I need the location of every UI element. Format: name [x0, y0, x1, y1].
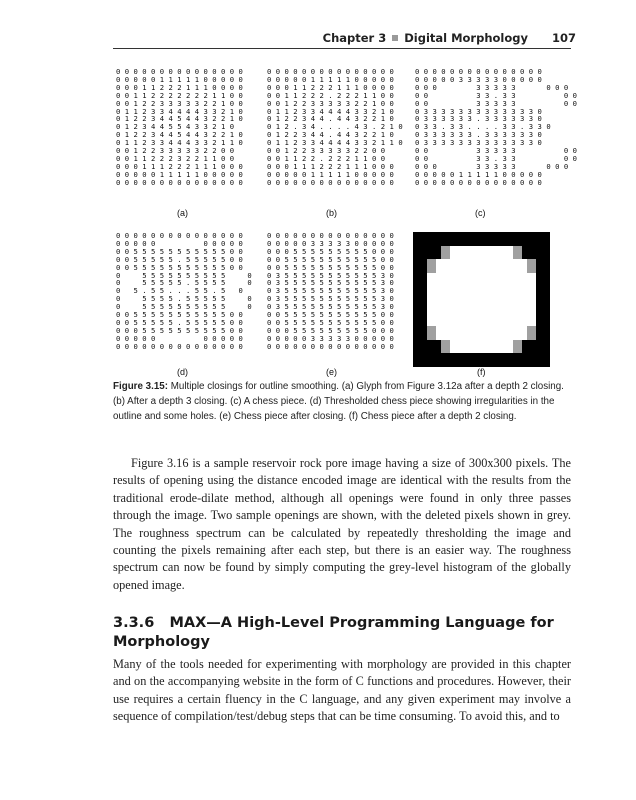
grid-row: 0 0 0 0 0 3 3 3 3 3 0 0 0 0 0	[267, 238, 394, 248]
grid-row: 0 1 2 . 3 4 . . . . 4 3 . 2 1 0	[267, 122, 403, 132]
panel-label-c: (c)	[475, 208, 486, 218]
grid-row: 0 1 1 2 3 3 4 4 4 4 3 3 2 1 1 0	[267, 138, 403, 148]
grid-row: 0 0 0 0 0 0 0 0 0 0 0 0 0 0 0	[267, 67, 394, 76]
panel-label-e: (e)	[326, 367, 337, 377]
grid-row: 0 1 2 3 4 4 5 5 4 3 3 2 1 0	[116, 122, 235, 132]
figure-caption-text: Multiple closings for outline smoothing. (a) Glyph from Figure 3.12a after a depth 2 closing. (b) After a depth 3 closing. (c) A chess piece. (d) Thresholded chess piece showing irregularities in the outline and some holes. (e) Chess piece after closing. (f) Chess piece after a depth 2 closing.	[113, 381, 564, 423]
figure-caption	[113, 379, 569, 425]
grid-row: 0 0 0 0 0 3 3 3 3 3 0 0 0 0 0	[267, 333, 394, 343]
panel-label-f: (f)	[477, 367, 486, 377]
grid-row: 0 0 0 0 0 1 1 1 1 1 0 0 0 0 0	[267, 169, 394, 179]
section-title: MAX—A High-Level Programming Language for Morphology	[113, 615, 554, 650]
panel-label-d: (d)	[177, 367, 188, 377]
grid-row: 0 0 0 5 5 5 5 5 5 5 5 5 0 0 0	[267, 325, 394, 335]
grid-row: 0 0 0 0 0 1 1 1 1 1 0 0 0 0 0	[116, 169, 243, 179]
panel-label-a: (a)	[177, 208, 188, 218]
grid-row: 0 0 3 3 . 3 3 0 0	[415, 153, 577, 163]
grid-row: 0 0 3 3 3 3 3 0 0	[415, 146, 577, 156]
section-number: 3.3.6	[113, 615, 155, 631]
body-paragraph-1: Figure 3.16 is a sample reservoir rock pore image having a size of 300x300 pixels. The results of opening using the distance encoded image are identical with the results from the traditional erode-dilate method, although all openings were found in only three passes through the image. Two sample openings are shown, with the deleted pixels shown in grey. The roughness spectrum can be calculated by repeatedly thresholding the image and counting the pixels remaining after each step, but there is an easier way. The roughness spectrum can now be found by simply computing the grey-level histogram of the globally opened image.	[113, 456, 571, 592]
grid-row: 0 0 1 1 2 2 2 . 2 2 2 1 1 0 0	[267, 90, 394, 100]
header-rule	[113, 48, 571, 49]
grid-row: 0 0 0 0 0 0 0 0 0 0	[116, 238, 243, 248]
grid-row: 0 0 0 5 5 5 5 5 5 5 5 5 0 0 0	[267, 246, 394, 256]
grid-row: 0 3 3 3 3 3 3 . 3 3 3 3 3 3 0	[415, 114, 542, 124]
grid-row: 0 0 3 3 3 3 3 0 0	[415, 98, 577, 108]
grid-row: 0 0 1 1 2 2 2 3 2 2 1 1 0 0	[116, 153, 235, 163]
grid-row: 0 0 5 5 5 5 5 5 5 5 5 5 5 0 0	[267, 262, 394, 272]
grid-row: 0 0 0 0 0 1 1 1 1 1 0 0 0 0 0	[267, 74, 394, 84]
figure-caption-label: Figure 3.15:	[113, 381, 168, 392]
grid-row: 0 1 1 2 3 3 4 4 4 3 3 2 1 1 0	[116, 138, 243, 148]
grid-row: 0 0 0 0 0 0 0 0 0 0 0 0 0 0 0	[116, 67, 243, 76]
grid-row: 0 0 0 0 0 0 0 0 0 0	[116, 333, 243, 343]
grid-row: 0 0 1 2 2 3 3 3 3 3 2 2 1 0 0	[116, 98, 243, 108]
grid-row: 0 0 0 0 0 0 0 0 0 0 0 0 0 0 0	[415, 177, 542, 187]
grid-row: 0 1 1 2 3 3 4 4 4 4 3 3 2 1 0	[267, 106, 394, 116]
figure-panel-a-grid	[116, 68, 243, 187]
grid-row: 0 0 1 2 2 3 3 3 3 3 2 2 0 0	[267, 146, 386, 156]
grid-row: 0 0 1 2 2 3 3 3 3 3 2 2 1 0 0	[267, 98, 394, 108]
grid-row: 0 0 1 1 2 2 . 2 2 2 1 1 0 0	[267, 153, 386, 163]
section-heading	[113, 614, 571, 652]
header-separator-square	[392, 35, 398, 41]
grid-row: 0 3 3 . 3 3 . . . . 3 3 . 3 3 0	[415, 122, 551, 132]
grid-row: 0 1 2 2 3 4 4 . 4 4 3 2 2 1 0	[267, 114, 394, 124]
grid-row: 0 0 3 3 . 3 3 0 0	[415, 90, 577, 100]
grid-row: 0 3 3 3 3 3 3 3 3 3 3 3 3 3 0	[415, 106, 542, 116]
grid-row: 0 0 0 1 1 1 2 2 2 1 1 1 0 0 0	[267, 161, 394, 171]
grid-row: 0 0 5 5 5 5 5 . 5 5 5 5 5 0 0	[116, 254, 243, 264]
grid-row: 0 0 0 3 3 3 3 3 0 0 0	[415, 161, 569, 171]
grid-row: 0 5 . 5 5 . . . 5 5 . 5 0	[116, 286, 243, 296]
grid-row: 0 3 3 3 3 3 3 3 3 3 3 3 3 3 0	[415, 138, 542, 148]
grid-row: 0 0 0 0 0 1 1 1 1 1 0 0 0 0 0	[415, 169, 542, 179]
grid-row: 0 0 0 0 0 0 0 0 0 0 0 0 0 0 0	[267, 177, 394, 187]
grid-row: 0 3 5 5 5 5 5 5 5 5 5 5 5 3 0	[267, 270, 394, 280]
grid-row: 0 1 2 2 3 4 4 5 4 4 3 2 2 1 0	[116, 114, 243, 124]
grid-row: 0 3 5 5 5 5 5 5 5 5 5 5 5 3 0	[267, 302, 394, 312]
grid-row: 0 0 0 0 0 1 1 1 1 1 0 0 0 0 0	[116, 74, 243, 84]
grid-row: 0 0 0 5 5 5 5 5 5 5 5 5 5 0 0	[116, 325, 243, 335]
grid-row: 0 5 5 5 5 5 5 5 5 5 5 0	[116, 270, 252, 280]
grid-row: 0 1 2 2 3 4 4 5 4 4 3 2 2 1 0	[116, 130, 243, 140]
figure-panel-e-grid	[267, 232, 394, 351]
running-header	[0, 29, 636, 49]
grid-row: 0 5 5 5 5 5 . 5 5 5 5 0	[116, 278, 252, 288]
grid-row: 0 0 0 0 0 0 0 0 0 0 0 0 0 0 0	[116, 231, 243, 240]
grid-row: 0 3 5 5 5 5 5 5 5 5 5 5 5 3 0	[267, 294, 394, 304]
grid-row: 0 0 0 0 0 0 0 0 0 0 0 0 0 0 0	[267, 231, 394, 240]
grid-row: 0 0 5 5 5 5 5 5 5 5 5 5 5 0 0	[267, 254, 394, 264]
chess-image-core	[427, 246, 536, 353]
grid-row: 0 1 1 2 3 3 4 4 4 4 3 3 2 1 0	[116, 106, 243, 116]
grid-row: 0 0 5 5 5 5 5 5 5 5 5 5 5 0 0	[116, 246, 243, 256]
grid-row: 0 0 0 1 1 2 2 2 1 1 1 0 0 0 0	[116, 82, 243, 92]
grid-row: 0 1 2 2 3 4 4 . 4 4 3 2 2 1 0	[267, 130, 394, 140]
grid-row: 0 3 5 5 5 5 5 5 5 5 5 5 5 3 0	[267, 278, 394, 288]
grid-row: 0 0 0 1 1 1 2 2 2 1 1 1 0 0 0	[116, 161, 243, 171]
grid-row: 0 0 1 2 2 3 3 3 3 3 2 2 0 0	[116, 146, 235, 156]
grid-row: 0 5 5 5 5 5 5 5 5 5 5 0	[116, 302, 252, 312]
chapter-title: Digital Morphology	[404, 31, 528, 45]
grid-row: 0 0 0 1 1 2 2 2 1 1 1 0 0 0 0	[267, 82, 394, 92]
grid-row: 0 0 5 5 5 5 5 5 5 5 5 5 5 0 0	[116, 262, 243, 272]
grid-row: 0 3 3 3 3 3 3 . 3 3 3 3 3 3 0	[415, 130, 542, 140]
grid-row: 0 0 5 5 5 5 5 5 5 5 5 5 5 0 0	[267, 310, 394, 320]
figure-panel-c-grid	[415, 68, 577, 187]
grid-row: 0 0 5 5 5 5 5 . 5 5 5 5 5 0 0	[116, 317, 243, 327]
grid-row: 0 0 5 5 5 5 5 5 5 5 5 5 5 0 0	[267, 317, 394, 327]
chapter-heading	[323, 31, 528, 45]
grid-row: 0 3 5 5 5 5 5 5 5 5 5 5 5 3 0	[267, 286, 394, 296]
chess-piece-closing-image	[413, 232, 550, 367]
grid-row: 0 0 0 0 0 0 0 0 0 0 0 0 0 0 0	[116, 341, 243, 351]
grid-row: 0 0 0 0 0 0 0 0 0 0 0 0 0 0 0	[267, 341, 394, 351]
figure-panel-d-grid	[116, 232, 252, 351]
figure-panel-b-grid	[267, 68, 403, 187]
chapter-label: Chapter 3	[322, 31, 387, 45]
grid-row: 0 0 0 0 0 0 0 0 0 0 0 0 0 0 0	[116, 177, 243, 187]
body-paragraph-2: Many of the tools needed for experimenting with morphology are provided in this chapter and on the accompanying website in the form of C functions and procedures. However, their use requires a certain fluency in the C language, and any given experiment may involve a sequence of compilation/test/debug steps that can be time consuming. To avoid this, and to	[113, 657, 571, 724]
grid-row: 0 0 0 0 0 3 3 3 3 3 0 0 0 0 0	[415, 74, 542, 84]
grid-row: 0 0 5 5 5 5 5 5 5 5 5 5 5 0 0	[116, 310, 243, 320]
grid-row: 0 0 1 1 2 2 2 2 2 2 2 1 1 0 0	[116, 90, 243, 100]
grid-row: 0 0 0 3 3 3 3 3 0 0 0	[415, 82, 569, 92]
panel-label-b: (b)	[326, 208, 337, 218]
page-number: 107	[551, 31, 576, 45]
grid-row: 0 0 0 0 0 0 0 0 0 0 0 0 0 0 0	[415, 67, 542, 76]
grid-row: 0 5 5 5 5 . 5 5 5 5 5 0	[116, 294, 252, 304]
